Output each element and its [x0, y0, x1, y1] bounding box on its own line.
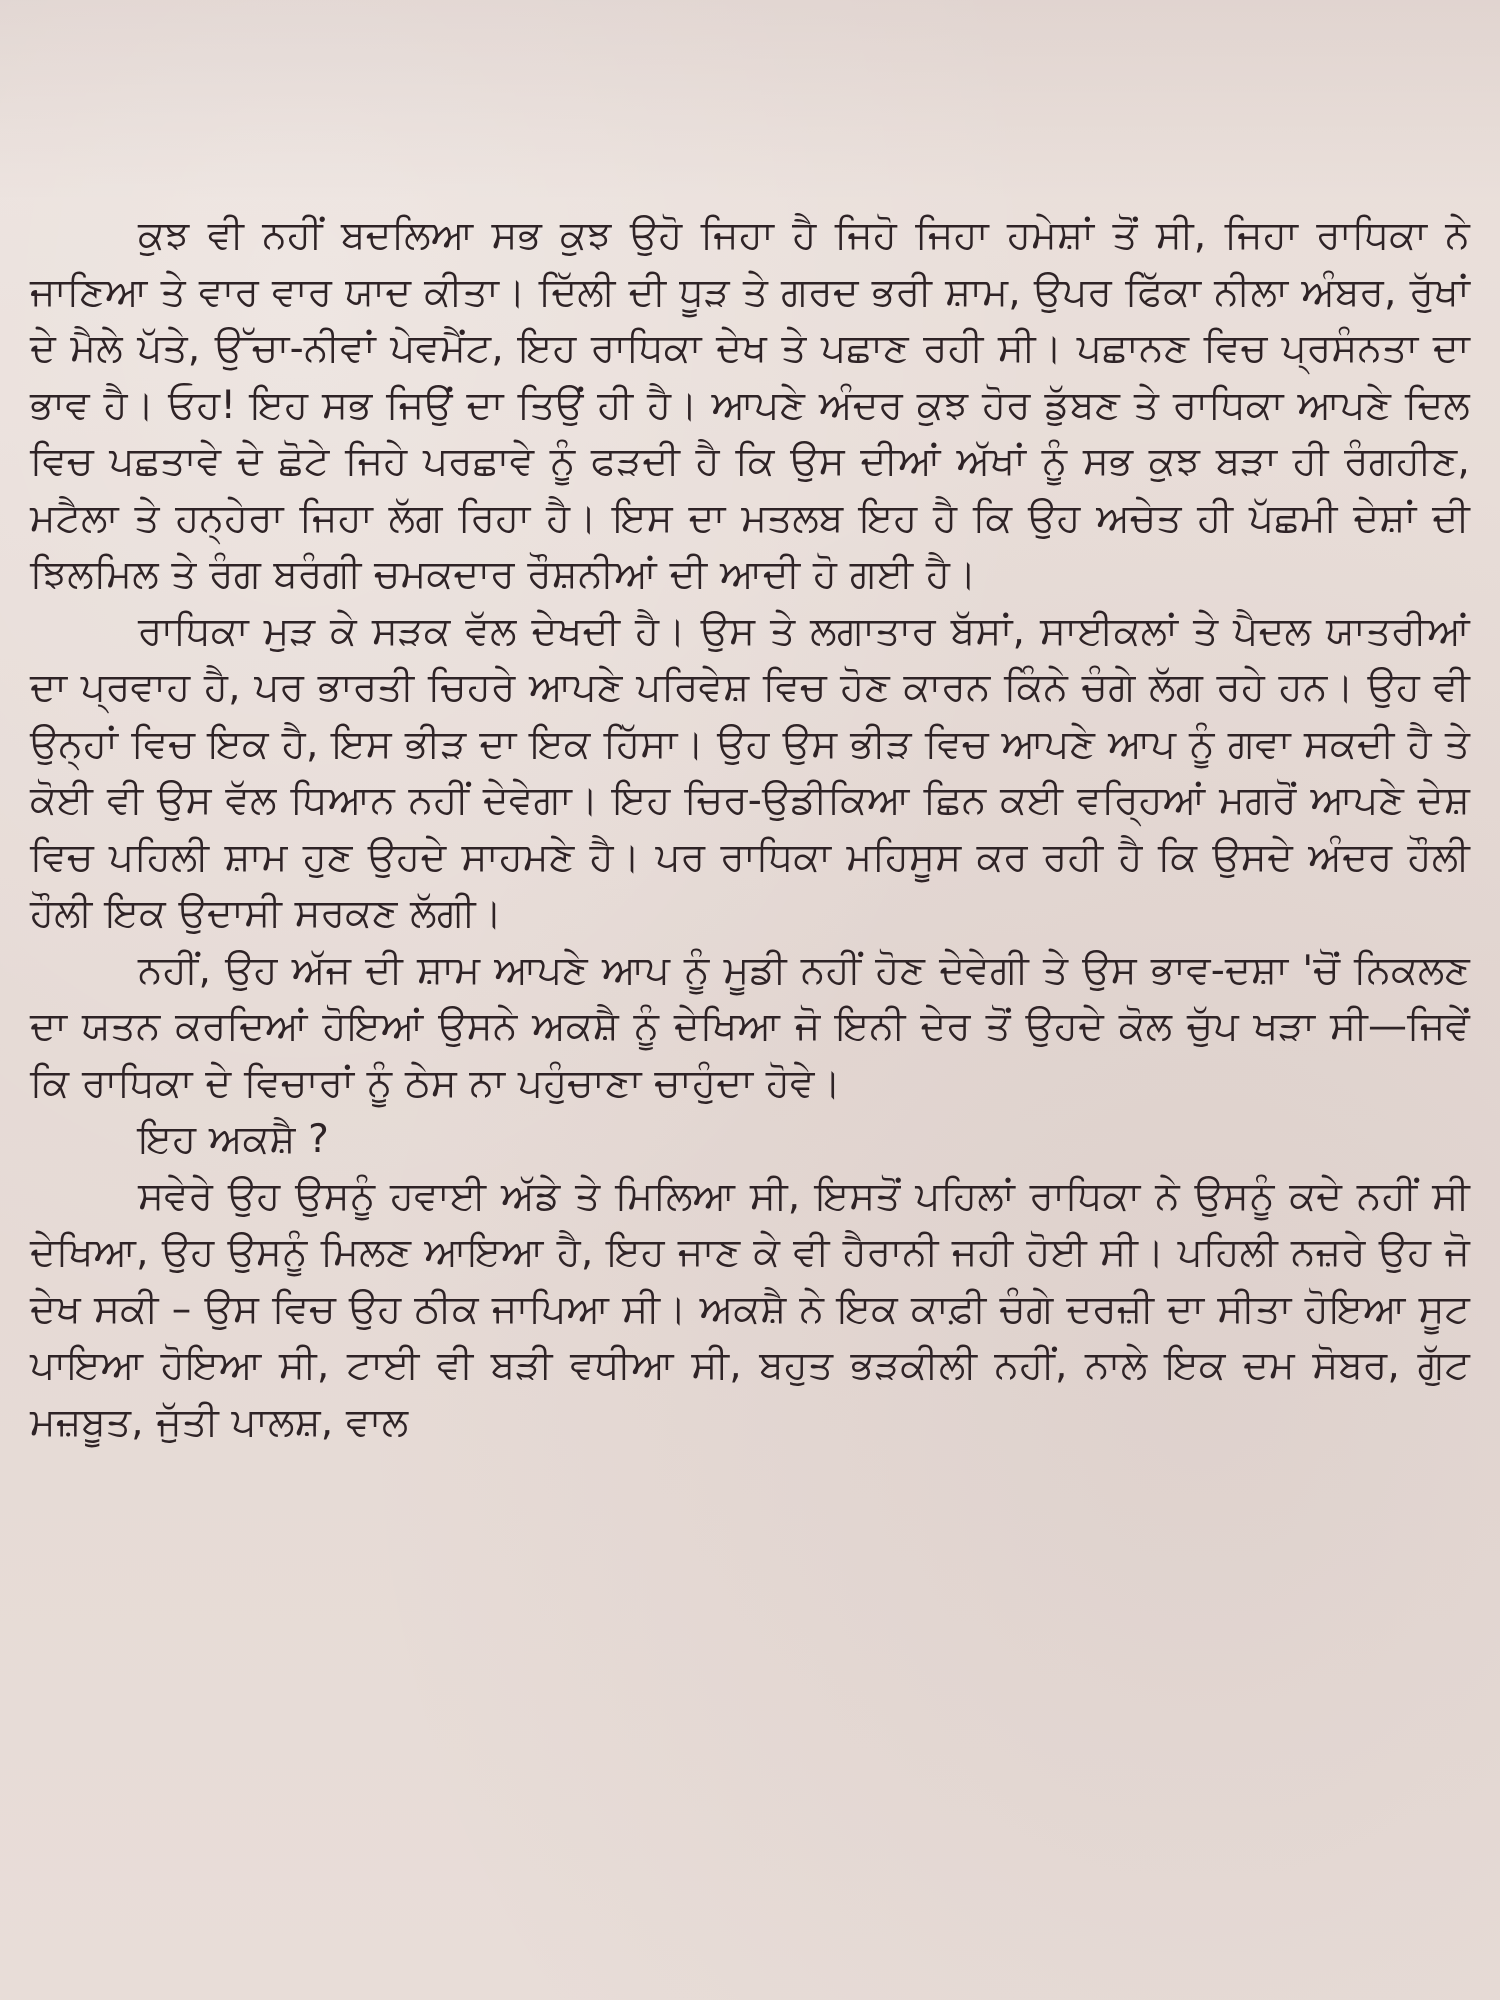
body-text: [30, 208, 1470, 1451]
paragraph: ਕੁਝ ਵੀ ਨਹੀਂ ਬਦਲਿਆ ਸਭ ਕੁਝ ਉਹੋ ਜਿਹਾ ਹੈ ਜਿਹੋ ਜਿਹਾ ਹਮੇਸ਼ਾਂ ਤੋਂ ਸੀ, ਜਿਹਾ ਰਾਧਿਕਾ ਨੇ ਜਾਣਿਆ ਤੇ ਵਾਰ ਵਾਰ ਯਾਦ ਕੀਤਾ। ਦਿੱਲੀ ਦੀ ਧੂੜ ਤੇ ਗਰਦ ਭਰੀ ਸ਼ਾਮ, ਉਪਰ ਫਿੱਕਾ ਨੀਲਾ ਅੰਬਰ, ਰੁੱਖਾਂ ਦੇ ਮੈਲੇ ਪੱਤੇ, ਉੱਚਾ-ਨੀਵਾਂ ਪੇਵਮੈਂਟ, ਇਹ ਰਾਧਿਕਾ ਦੇਖ ਤੇ ਪਛਾਣ ਰਹੀ ਸੀ। ਪਛਾਨਣ ਵਿਚ ਪ੍ਰਸੰਨਤਾ ਦਾ ਭਾਵ ਹੈ। ਓਹ! ਇਹ ਸਭ ਜਿਉਂ ਦਾ ਤਿਉਂ ਹੀ ਹੈ। ਆਪਣੇ ਅੰਦਰ ਕੁਝ ਹੋਰ ਡੁੱਬਣ ਤੇ ਰਾਧਿਕਾ ਆਪਣੇ ਦਿਲ ਵਿਚ ਪਛਤਾਵੇ ਦੇ ਛੋਟੇ ਜਿਹੇ ਪਰਛਾਵੇ ਨੂੰ ਫੜਦੀ ਹੈ ਕਿ ਉਸ ਦੀਆਂ ਅੱਖਾਂ ਨੂੰ ਸਭ ਕੁਝ ਬੜਾ ਹੀ ਰੰਗਹੀਣ, ਮਟੈਲਾ ਤੇ ਹਨ੍ਹੇਰਾ ਜਿਹਾ ਲੱਗ ਰਿਹਾ ਹੈ। ਇਸ ਦਾ ਮਤਲਬ ਇਹ ਹੈ ਕਿ ਉਹ ਅਚੇਤ ਹੀ ਪੱਛਮੀ ਦੇਸ਼ਾਂ ਦੀ ਝਿਲਮਿਲ ਤੇ ਰੰਗ ਬਰੰਗੀ ਚਮਕਦਾਰ ਰੌਸ਼ਨੀਆਂ ਦੀ ਆਦੀ ਹੋ ਗਈ ਹੈ।: [30, 213, 1470, 597]
paragraph: ਸਵੇਰੇ ਉਹ ਉਸਨੂੰ ਹਵਾਈ ਅੱਡੇ ਤੇ ਮਿਲਿਆ ਸੀ, ਇਸਤੋਂ ਪਹਿਲਾਂ ਰਾਧਿਕਾ ਨੇ ਉਸਨੂੰ ਕਦੇ ਨਹੀਂ ਸੀ ਦੇਖਿਆ, ਉਹ ਉਸਨੂੰ ਮਿਲਣ ਆਇਆ ਹੈ, ਇਹ ਜਾਣ ਕੇ ਵੀ ਹੈਰਾਨੀ ਜਹੀ ਹੋਈ ਸੀ। ਪਹਿਲੀ ਨਜ਼ਰੇ ਉਹ ਜੋ ਦੇਖ ਸਕੀ – ਉਸ ਵਿਚ ਉਹ ਠੀਕ ਜਾਪਿਆ ਸੀ। ਅਕਸ਼ੈ ਨੇ ਇਕ ਕਾਫ਼ੀ ਚੰਗੇ ਦਰਜ਼ੀ ਦਾ ਸੀਤਾ ਹੋਇਆ ਸੂਟ ਪਾਇਆ ਹੋਇਆ ਸੀ, ਟਾਈ ਵੀ ਬੜੀ ਵਧੀਆ ਸੀ, ਬਹੁਤ ਭੜਕੀਲੀ ਨਹੀਂ, ਨਾਲੇ ਇਕ ਦਮ ਸੋਬਰ, ਗੁੱਟ ਮਜ਼ਬੂਤ, ਜੁੱਤੀ ਪਾਲਸ਼, ਵਾਲ: [30, 1173, 1470, 1445]
paragraph: ਰਾਧਿਕਾ ਮੁੜ ਕੇ ਸੜਕ ਵੱਲ ਦੇਖਦੀ ਹੈ। ਉਸ ਤੇ ਲਗਾਤਾਰ ਬੱਸਾਂ, ਸਾਈਕਲਾਂ ਤੇ ਪੈਦਲ ਯਾਤਰੀਆਂ ਦਾ ਪ੍ਰਵਾਹ ਹੈ, ਪਰ ਭਾਰਤੀ ਚਿਹਰੇ ਆਪਣੇ ਪਰਿਵੇਸ਼ ਵਿਚ ਹੋਣ ਕਾਰਨ ਕਿੰਨੇ ਚੰਗੇ ਲੱਗ ਰਹੇ ਹਨ। ਉਹ ਵੀ ਉਨ੍ਹਾਂ ਵਿਚ ਇਕ ਹੈ, ਇਸ ਭੀੜ ਦਾ ਇਕ ਹਿੱਸਾ। ਉਹ ਉਸ ਭੀੜ ਵਿਚ ਆਪਣੇ ਆਪ ਨੂੰ ਗਵਾ ਸਕਦੀ ਹੈ ਤੇ ਕੋਈ ਵੀ ਉਸ ਵੱਲ ਧਿਆਨ ਨਹੀਂ ਦੇਵੇਗਾ। ਇਹ ਚਿਰ-ਉਡੀਕਿਆ ਛਿਨ ਕਈ ਵਰ੍ਹਿਆਂ ਮਗਰੋਂ ਆਪਣੇ ਦੇਸ਼ ਵਿਚ ਪਹਿਲੀ ਸ਼ਾਮ ਹੁਣ ਉਹਦੇ ਸਾਹਮਣੇ ਹੈ। ਪਰ ਰਾਧਿਕਾ ਮਹਿਸੂਸ ਕਰ ਰਹੀ ਹੈ ਕਿ ਉਸਦੇ ਅੰਦਰ ਹੌਲੀ ਹੌਲੀ ਇਕ ਉਦਾਸੀ ਸਰਕਣ ਲੱਗੀ।: [30, 608, 1470, 936]
paragraph: ਨਹੀਂ, ਉਹ ਅੱਜ ਦੀ ਸ਼ਾਮ ਆਪਣੇ ਆਪ ਨੂੰ ਮੂਡੀ ਨਹੀਂ ਹੋਣ ਦੇਵੇਗੀ ਤੇ ਉਸ ਭਾਵ-ਦਸ਼ਾ 'ਚੋਂ ਨਿਕਲਣ ਦਾ ਯਤਨ ਕਰਦਿਆਂ ਹੋਇਆਂ ਉਸਨੇ ਅਕਸ਼ੈ ਨੂੰ ਦੇਖਿਆ ਜੋ ਇਨੀ ਦੇਰ ਤੋਂ ਉਹਦੇ ਕੋਲ ਚੁੱਪ ਖੜਾ ਸੀ—ਜਿਵੇਂ ਕਿ ਰਾਧਿਕਾ ਦੇ ਵਿਚਾਰਾਂ ਨੂੰ ਠੇਸ ਨਾ ਪਹੁੰਚਾਣਾ ਚਾਹੁੰਦਾ ਹੋਵੇ।: [30, 947, 1470, 1106]
bleed-through-shadow: [0, 0, 1500, 200]
paragraph-short-question: ਇਹ ਅਕਸ਼ੈ ?: [138, 1117, 330, 1162]
